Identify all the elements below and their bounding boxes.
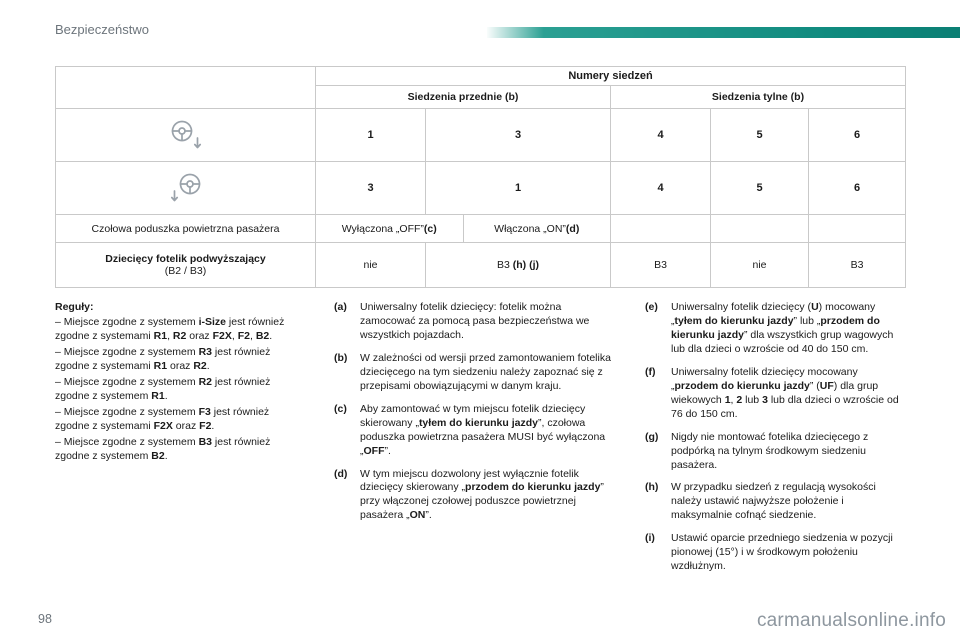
rule-item: – Miejsce zgodne z systemem i-Size jest również zgodne z systemami R1, R2 oraz F2X, F2, B2. xyxy=(55,315,285,342)
note-label: (c) xyxy=(334,402,347,415)
airbag-off-cell: Wyłączona „OFF” (c) xyxy=(341,222,437,235)
note-item-e xyxy=(645,301,905,357)
seat-number-cell: 3 xyxy=(316,162,426,215)
note-text: Uniwersalny fotelik dziecięcy (U) mocowany „tyłem do kierunku jazdy” lub „przodem do kierunku jazdy” dla wszystkich grup wagowych lub dla dzieci o wzroście od 40 do 150 cm. xyxy=(671,301,894,355)
watermark: carmanualsonline.info xyxy=(756,610,946,631)
note-item-c xyxy=(334,403,614,459)
airbag-front-cells xyxy=(316,215,611,243)
note-label: (d) xyxy=(334,467,348,480)
note-item-b xyxy=(334,352,614,394)
note-item-a xyxy=(334,301,614,343)
lhd-icon-cell xyxy=(56,109,316,162)
booster-value-cell: nie xyxy=(711,243,809,288)
booster-row-label xyxy=(56,243,316,288)
rhd-row xyxy=(56,162,906,215)
seat-number-cell: 4 xyxy=(611,109,711,162)
note-item-g xyxy=(645,431,905,473)
seat-number-cell: 4 xyxy=(611,162,711,215)
page-content xyxy=(55,66,905,583)
header-accent-bar xyxy=(487,27,960,38)
passenger-airbag-row xyxy=(56,215,906,243)
booster-label-line1: Dziecięcy fotelik podwyższający xyxy=(105,253,266,265)
booster-label-line2: (B2 / B3) xyxy=(164,265,207,277)
booster-value-cell: B3 (h) (j) xyxy=(426,243,611,288)
note-text: W zależności od wersji przed zamontowaniem fotelika dziecięcego na tym siedzeniu należy zapoznać się z przepisami obowiązującymi w danym kraju. xyxy=(360,351,611,392)
note-label: (b) xyxy=(334,351,348,364)
note-text: Aby zamontować w tym miejscu fotelik dziecięcy skierowany „tyłem do kierunku jazdy”, czołowa poduszka powietrzna pasażera MUSI być wyłączona „OFF”. xyxy=(360,402,606,457)
booster-value-cell: B3 xyxy=(809,243,906,288)
booster-value-cell: B3 xyxy=(611,243,711,288)
footnotes-columns xyxy=(55,301,905,583)
table-corner-cell xyxy=(56,67,316,109)
note-text: Uniwersalny fotelik dziecięcy mocowany „przodem do kierunku jazdy” (UF) dla grup wiekowych 1, 2 lub 3 lub dla dzieci o wzroście od 76 do 150 cm. xyxy=(671,365,899,420)
front-seats-header: Siedzenia przednie (b) xyxy=(316,86,611,109)
note-item-d xyxy=(334,468,614,524)
rules-column xyxy=(55,301,303,583)
booster-seat-row xyxy=(56,243,906,288)
empty-cell xyxy=(809,215,906,243)
table-title: Numery siedzeń xyxy=(316,67,906,86)
note-item-h xyxy=(645,481,905,523)
seat-number-cell: 1 xyxy=(426,162,611,215)
seat-numbers-table xyxy=(55,66,906,288)
seat-number-cell: 5 xyxy=(711,162,809,215)
notes-column-a-d xyxy=(334,301,614,583)
seat-number-cell: 5 xyxy=(711,109,809,162)
steering-wheel-left-icon xyxy=(168,118,204,152)
note-label: (h) xyxy=(645,481,659,494)
note-label: (i) xyxy=(645,532,655,545)
page-section-title: Bezpieczeństwo xyxy=(55,22,149,37)
note-label: (e) xyxy=(645,301,658,313)
booster-value-cell: nie xyxy=(316,243,426,288)
rules-title: Reguły: xyxy=(55,301,94,313)
seat-number-cell: 1 xyxy=(316,109,426,162)
airbag-on-cell: Włączona „ON” (d) xyxy=(463,215,611,242)
empty-cell xyxy=(611,215,711,243)
airbag-row-label: Czołowa poduszka powietrzna pasażera xyxy=(56,215,316,243)
note-item-i xyxy=(645,532,905,574)
note-text: Ustawić oparcie przedniego siedzenia w pozycji pionowej (15°) i w środkowym położeniu wzdłużnym. xyxy=(671,532,893,573)
note-text: W tym miejscu dozwolony jest wyłącznie fotelik dziecięcy skierowany „przodem do kierunku jazdy” przy włączonej czołowej poduszce powietrznej pasażera „ON”. xyxy=(360,467,604,522)
steering-wheel-right-icon xyxy=(168,171,204,205)
seat-number-cell: 3 xyxy=(426,109,611,162)
page-number: 98 xyxy=(38,612,52,626)
rhd-icon-cell xyxy=(56,162,316,215)
empty-cell xyxy=(711,215,809,243)
note-text: Uniwersalny fotelik dziecięcy: fotelik można zamocować za pomocą pasa bezpieczeństwa we wszystkich pojazdach. xyxy=(360,301,590,341)
rule-item: – Miejsce zgodne z systemem B3 jest również zgodne z systemem B2. xyxy=(55,435,271,462)
rear-seats-header: Siedzenia tylne (b) xyxy=(611,86,906,109)
rule-item: – Miejsce zgodne z systemem F3 jest również zgodne z systemami F2X oraz F2. xyxy=(55,405,270,432)
note-text: W przypadku siedzeń z regulacją wysokości należy ustawić najwyższe położenie i maksymalnie cofnąć siedzenie. xyxy=(671,481,876,522)
note-item-f xyxy=(645,366,905,422)
lhd-row xyxy=(56,109,906,162)
note-label: (g) xyxy=(645,430,659,443)
seat-number-cell: 6 xyxy=(809,162,906,215)
note-text: Nigdy nie montować fotelika dziecięcego z podpórką na tylnym środkowym siedzeniu pasażera. xyxy=(671,430,869,471)
notes-column-e-i xyxy=(645,301,905,583)
note-label: (f) xyxy=(645,365,656,378)
seat-number-cell: 6 xyxy=(809,109,906,162)
note-label: (a) xyxy=(334,301,347,313)
rule-item: – Miejsce zgodne z systemem R3 jest również zgodne z systemami R1 oraz R2. xyxy=(55,345,271,372)
rule-item: – Miejsce zgodne z systemem R2 jest również zgodne z systemem R1. xyxy=(55,375,271,402)
